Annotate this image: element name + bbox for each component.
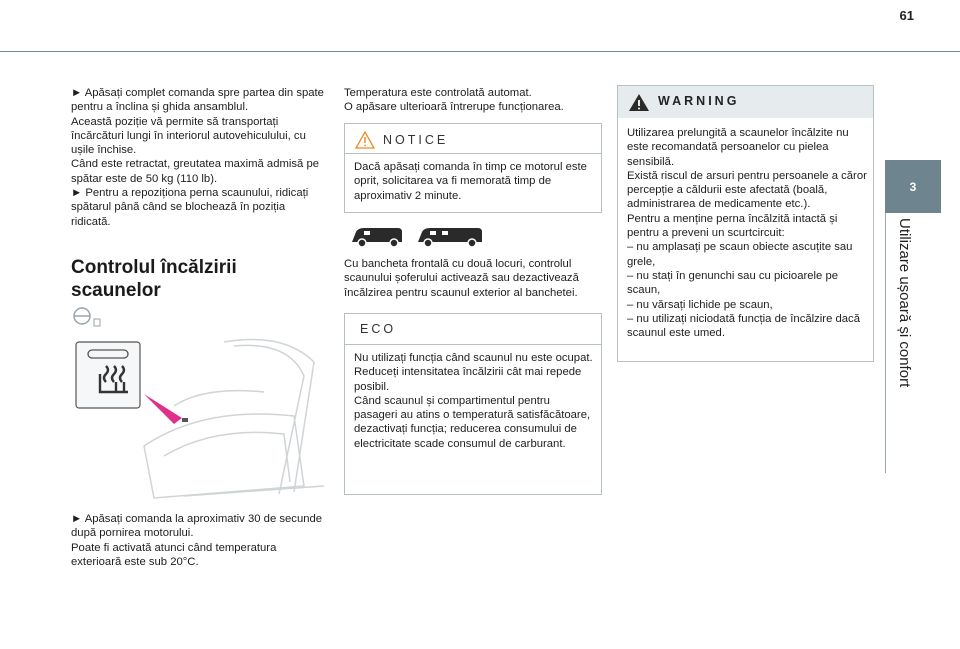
chapter-title: Utilizare ușoară și confort [896,218,913,388]
pointer-arrow [144,394,182,424]
seat-heat-button [76,342,140,408]
paragraph: Nu utilizați funcția când scaunul nu este ocupat. [354,352,593,364]
eco-box [344,313,602,495]
paragraph: Există riscul de arsuri pentru persoanele a căror percepție a căldurii este afectată (boală, administrarea de medicamente etc.). [627,169,867,211]
section-heading: Controlul încălzirii scaunelor [71,257,237,301]
chapter-number: 3 [909,179,917,194]
eco-divider [345,344,601,345]
warning-header [618,86,873,118]
list-item: – nu stați în genunchi sau cu picioarele pe scaun, [627,269,839,297]
header-divider [0,51,960,52]
warning-text [627,126,867,340]
van-long-icon [418,228,482,247]
paragraph: ► Pentru a repoziționa perna scaunului, ridicați spătarul până când se blochează în poziția ridicată. [71,187,309,228]
paragraph: ► Apăsați complet comanda spre partea din spate pentru a înclina și ghida ansamblul. [71,87,324,114]
eco-text [354,351,594,451]
activation-text [71,512,326,569]
list-item: – nu vărsați lichide pe scaun, [627,298,773,311]
notice-warning-icon [355,131,375,149]
paragraph: O apăsare ulterioară întrerupe funcționarea. [344,101,564,114]
paragraph: Reduceți intensitatea încălzirii cât mai repede posibil. [354,366,582,393]
bench-text: Cu bancheta frontală cu două locuri, controlul scaunului șoferului activează sau dezactivează încălzirea pentru scaunul exterior al banchetei. [344,258,579,299]
paragraph: Utilizarea prelungită a scaunelor încălzite nu este recomandată persoanelor cu pielea sensibilă. [627,127,849,168]
warning-box [617,85,874,362]
heated-seat-illustration [74,336,328,508]
list-item: – nu utilizați niciodată funcția de încălzire dacă scaunul este umed. [627,312,860,340]
steering-wheel-icon [72,306,102,328]
notice-divider [345,153,601,154]
warning-title: WARNING [658,94,740,108]
page-number: 61 [899,8,914,23]
paragraph: Temperatura este controlată automat. [344,87,532,99]
notice-text: Dacă apăsați comanda în timp ce motorul este oprit, solicitarea va fi memorată timp de aproximativ 2 minute. [354,161,587,202]
vehicle-icons [350,224,490,250]
eco-title: ECO [360,322,397,336]
list-item: – nu amplasați pe scaun obiecte ascuțite sau grele, [627,241,853,268]
intro-text [71,86,326,229]
temperature-text [344,86,602,115]
chapter-divider [885,213,886,473]
notice-box [344,123,602,213]
van-icon [352,228,402,247]
chapter-tab[interactable] [885,160,941,213]
paragraph: Când este retractat, greutatea maximă admisă pe spătar este de 50 kg (110 lb). [71,158,320,185]
paragraph: ► Apăsați comanda la aproximativ 30 de secunde după pornirea motorului. [71,513,323,540]
warning-icon [628,93,650,112]
paragraph: Pentru a menține perna încălzită intactă și pentru a preveni un scurtcircuit: [627,212,838,240]
notice-title: NOTICE [383,133,449,147]
paragraph: Când scaunul și compartimentul pentru pasageri au atins o temperatură satisfăcătoare, dezactivați funcția; reducerea consumului de electricitate scade consumul de carburant. [354,394,591,450]
paragraph: Această poziție vă permite să transportați încărcături lungi în interiorul autovehiculului, cu ușile închise. [71,115,306,157]
paragraph: Poate fi activată atunci când temperatura exterioară este sub 20°C. [71,541,277,568]
